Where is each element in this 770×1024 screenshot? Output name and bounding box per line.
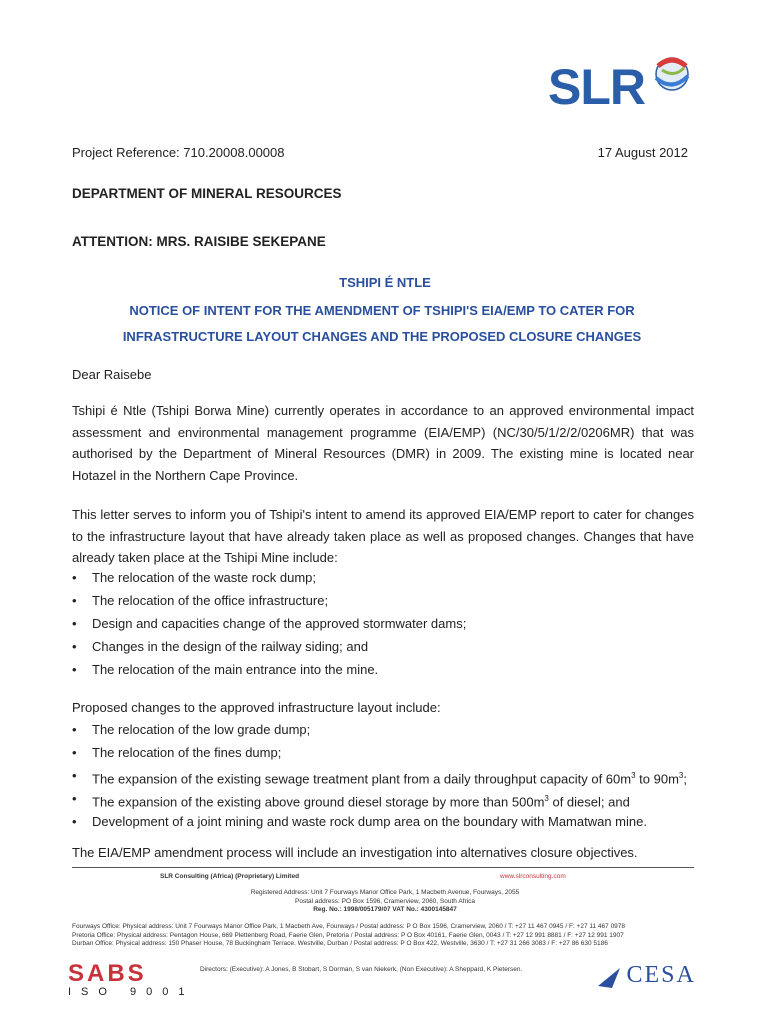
paragraph-purpose: This letter serves to inform you of Tshipi's intent to amend its approved EIA/EMP report to cater for changes to the infrastructure layout that have already taken place as well as proposed changes. Changes that have already taken place at the Tshipi Mine include: [72,507,694,565]
superscript: 3 [678,771,684,780]
list-item: • The relocation of the low grade dump; [72,718,694,741]
list-item [72,764,694,787]
list-item-text: of diesel; and [548,794,630,810]
list-item: • The relocation of the waste rock dump; [72,566,694,589]
letter-date: 17 August 2012 [597,145,688,160]
department-heading: DEPARTMENT OF MINERAL RESOURCES [72,186,342,201]
footer-website-link[interactable]: www.slrconsulting.com [500,873,566,880]
paragraph-proposed: Proposed changes to the approved infrastructure layout include: [72,700,441,715]
paragraph-closure: The EIA/EMP amendment process will include an investigation into alternatives closure objectives. [72,845,638,860]
footer-office-durban: Durban Office: Physical address: 150 Phaser House, 78 Buckingham Terrace, Westville, Durban / Postal address: P O Box 422, Westville, 3630 / T: +27 31 266 3083 / F: +27 86 630 5186 [72,940,608,947]
superscript: 3 [544,794,549,803]
project-reference: Project Reference: 710.20008.00008 [72,145,285,160]
cesa-emblem-icon [596,966,622,990]
iso-text: ISO 9001 [68,986,195,998]
list-item: • Development of a joint mining and waste rock dump area on the boundary with Mamatwan mine. [72,810,694,833]
list-item: • Design and capacities change of the approved stormwater dams; [72,612,694,635]
subject-title: TSHIPI É NTLE [339,275,431,290]
footer-divider [72,867,694,868]
list-item-text: The expansion of the existing sewage treatment plant from a daily throughput capacity of 60m [92,771,632,787]
globe-icon [648,52,696,96]
cesa-logo [596,962,696,990]
list-item: • The relocation of the fines dump; [72,741,694,764]
list-item: • The relocation of the office infrastructure; [72,589,694,612]
footer-reg-number: Reg. No.: 1998/005179/07 VAT No.: 4300145847 [313,906,457,913]
cesa-text: CESA [626,962,696,988]
footer-company: SLR Consulting (Africa) (Proprietary) Limited [160,873,300,880]
changes-list [72,566,694,681]
list-item: • Changes in the design of the railway siding; and [72,635,694,658]
attention-line: ATTENTION: MRS. RAISIBE SEKEPANE [72,234,326,249]
list-item-text: ; [683,771,687,787]
salutation: Dear Raisebe [72,367,152,382]
list-item-text: to 90m [635,771,679,787]
sabs-text: SABS [68,960,147,987]
footer-offices [72,923,712,949]
sabs-logo [68,960,194,998]
superscript: 3 [631,771,636,780]
footer-reg-address: Registered Address: Unit 7 Fourways Manor Office Park, 1 Macbeth Avenue, Fourways, 2055 [250,889,520,896]
proposed-list [72,718,694,833]
footer-postal-address: Postal address: PO Box 1596, Cramerview, 2060, South Africa [295,897,475,905]
subject-notice: NOTICE OF INTENT FOR THE AMENDMENT OF TSHIPI'S EIA/EMP TO CATER FOR INFRASTRUCTURE LAYOUT CHANGES AND THE PROPOSED CLOSURE CHANGES [122,303,642,344]
footer-office-pretoria: Pretoria Office: Physical address: Pentagon House, 669 Plettenberg Road, Faerie Glen, Pretoria / Postal address: P O Box 40161, Faerie Glen, 0043 / T: +27 12 991 8881 / F: +27 12 991 1907 [72,931,624,939]
paragraph-intro: Tshipi é Ntle (Tshipi Borwa Mine) currently operates in accordance to an approved environmental impact assessment and environmental management programme (EIA/EMP) (NC/30/5/1/2/2/0206MR) that was authorised by the Department of Mineral Resources (DMR) in 2009. The existing mine is located near Hotazel in the Northern Cape Province. [72,403,694,483]
logo-text: SLR [548,59,645,115]
list-item-text: The expansion of the existing above ground diesel storage by more than 500m [92,794,545,810]
list-item [72,787,694,810]
footer-registration [0,889,770,915]
footer-directors: Directors: (Executive): A Jones, B Stobart, S Dorman, S van Niekerk, (Non Executive): A Sheppard, K Pietersen. [200,966,523,973]
slr-logo [548,50,698,120]
footer-office-fourways: Fourways Office: Physical address: Unit 7 Fourways Manor Office Park, 1 Macbeth Ave, Fourways / Postal address: P O Box 1596, Cramerview, 2060 / T: +27 11 467 0945 / F: +27 11 467 0978 [72,923,626,930]
list-item: • The relocation of the main entrance into the mine. [72,658,694,681]
